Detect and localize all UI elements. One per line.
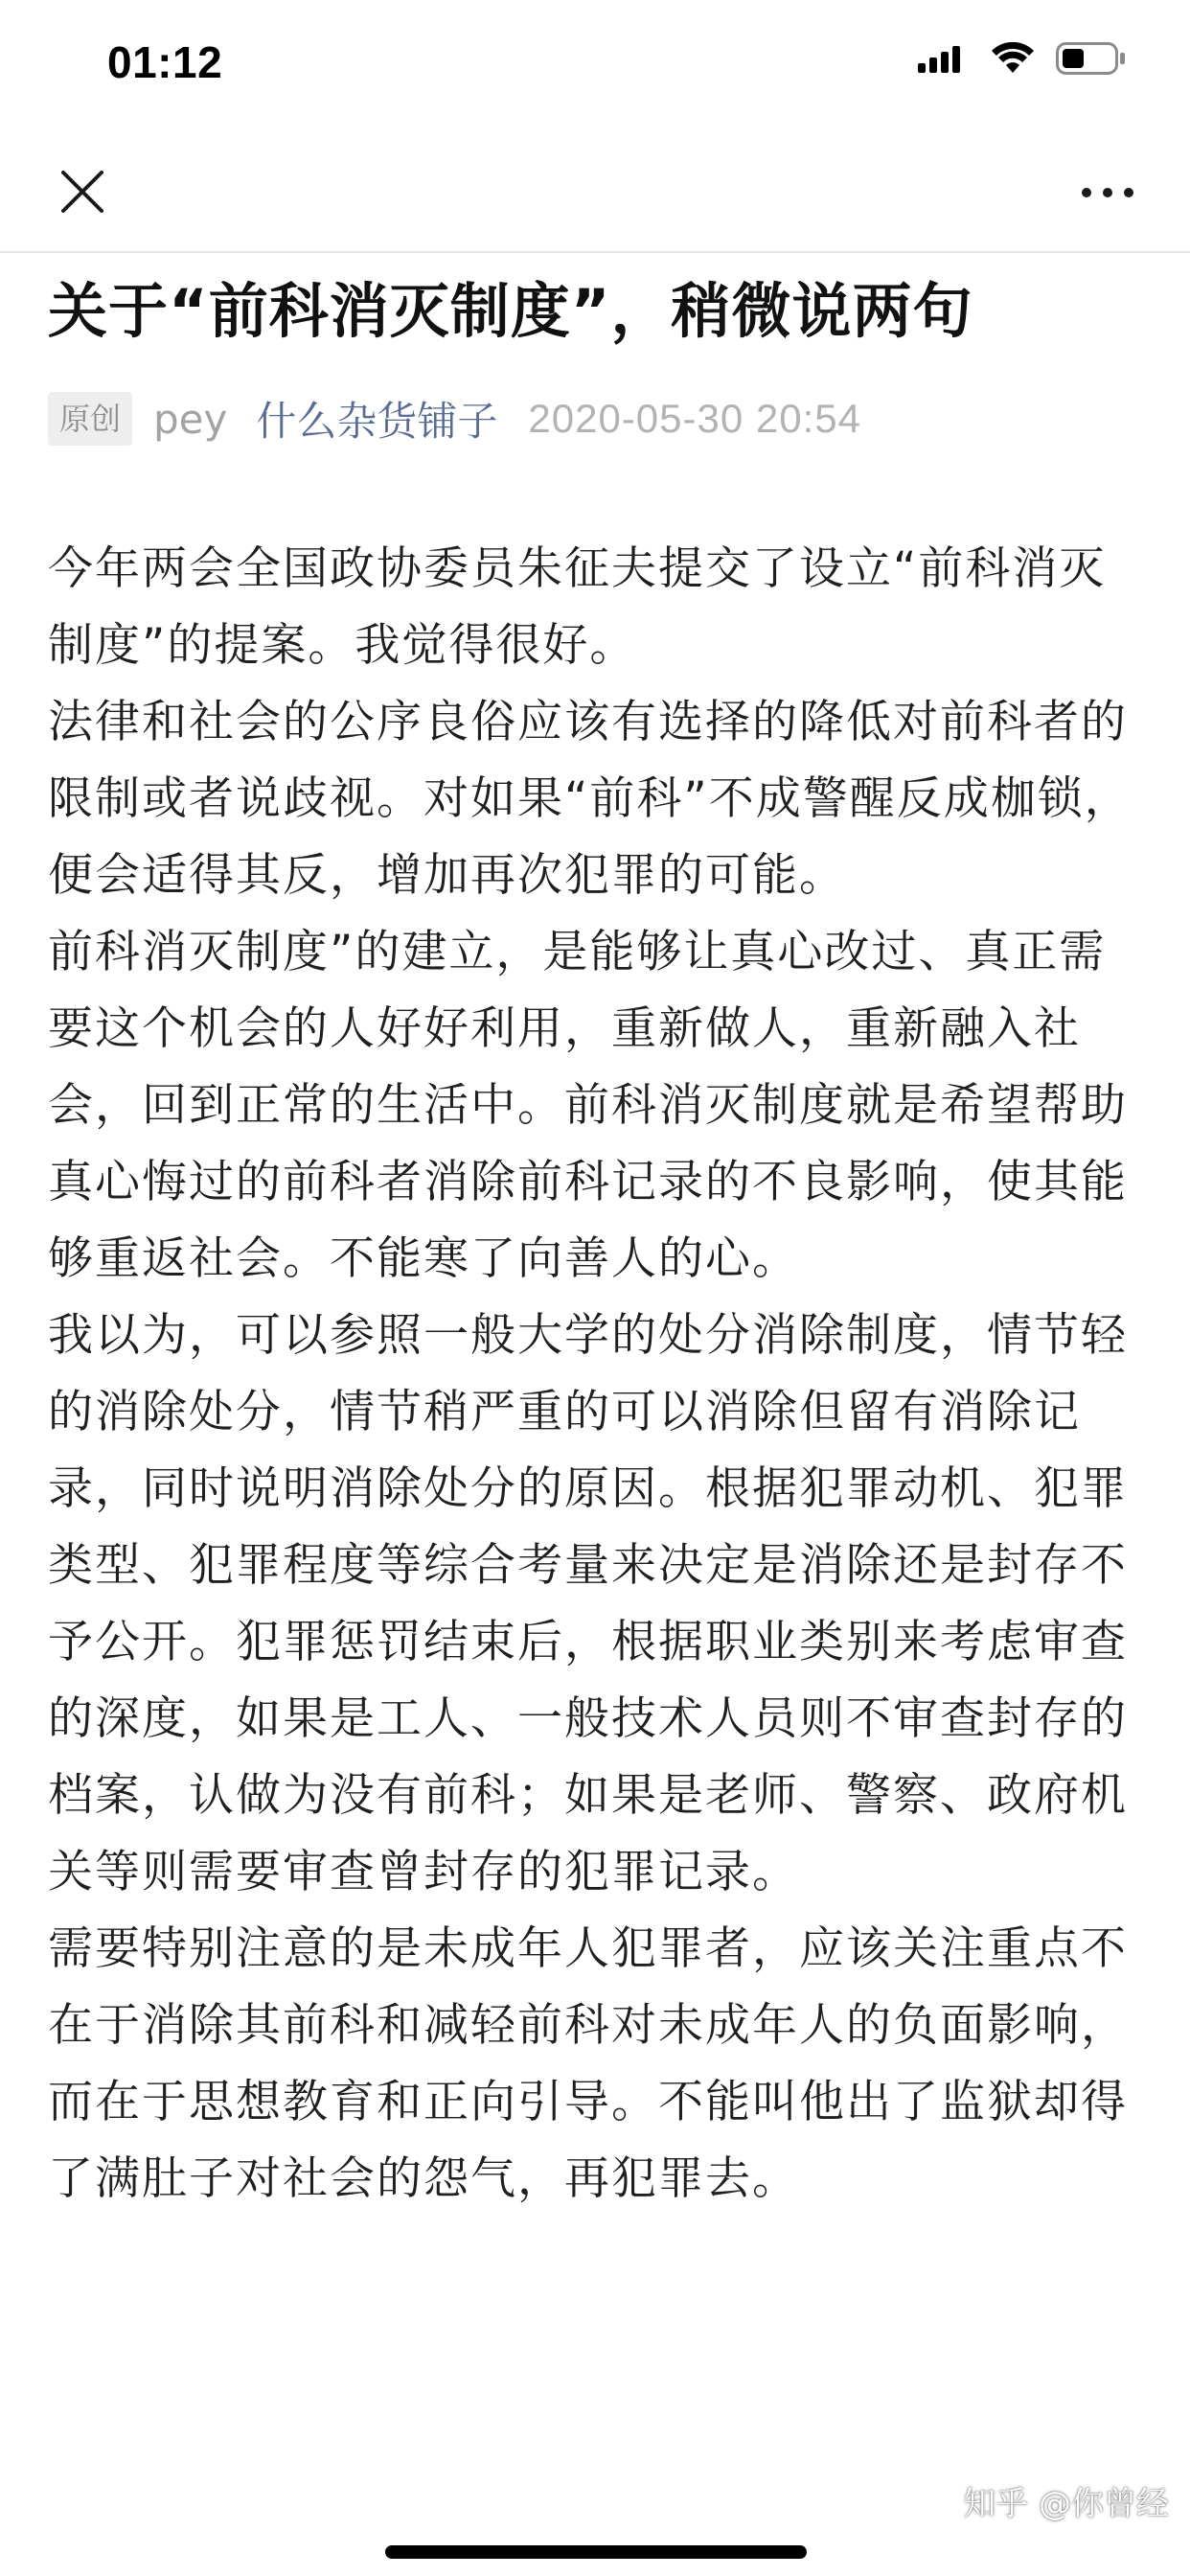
more-dots-icon [1081, 185, 1134, 203]
paragraph: 前科消灭制度”的建立，是能够让真心改过、真正需要这个机会的人好好利用，重新做人，重新融入社会，回到正常的生活中。前科消灭制度就是希望帮助真心悔过的前科者消除前科记录的不良影响，使其能够重返社会。不能寒了向善人的心。 [48, 926, 1128, 1285]
close-icon [59, 169, 105, 218]
paragraph: 今年两会全国政协委员朱征夫提交了设立“前科消灭制度”的提案。我觉得很好。 [48, 542, 1107, 672]
original-badge: 原创 [48, 392, 132, 446]
wifi-icon [991, 42, 1035, 79]
author-name: pey [153, 395, 228, 443]
article [48, 268, 1142, 2218]
paragraph: 法律和社会的公序良俗应该有选择的降低对前科者的限制或者说歧视。对如果“前科”不成警醒反成枷锁，便会适得其反，增加再次犯罪的可能。 [48, 696, 1132, 902]
article-meta [48, 389, 1142, 448]
more-button[interactable] [1071, 163, 1144, 224]
nav-bar [0, 134, 1190, 253]
close-button[interactable] [52, 163, 113, 224]
status-icons [918, 42, 1127, 79]
article-body [48, 531, 1142, 2218]
publish-date: 2020-05-30 20:54 [528, 396, 862, 441]
cellular-signal-icon [918, 44, 970, 77]
watermark: 知乎 @你曾经 [963, 2485, 1169, 2523]
article-title: 关于“前科消灭制度”，稍微说两句 [48, 276, 973, 346]
paragraph: 我以为，可以参照一般大学的处分消除制度，情节轻的消除处分，情节稍严重的可以消除但留有消除记录，同时说明消除处分的原因。根据犯罪动机、犯罪类型、犯罪程度等综合考量来决定是消除还是封存不予公开。犯罪惩罚结束后，根据职业类别来考虑审查的深度，如果是工人、一般技术人员则不审查封存的档案，认做为没有前科；如果是老师、警察、政府机关等则需要审查曾封存的犯罪记录。 [48, 1309, 1128, 1898]
home-indicator [385, 2545, 807, 2559]
battery-icon [1056, 42, 1127, 79]
status-time: 01:12 [107, 37, 223, 87]
status-bar [0, 0, 1190, 134]
account-link[interactable]: 什么杂货铺子 [256, 398, 498, 445]
paragraph: 需要特别注意的是未成年人犯罪者，应该关注重点不在于消除其前科和减轻前科对未成年人的负面影响，而在于思想教育和正向引导。不能叫他出了监狱却得了满肚子对社会的怨气，再犯罪去。 [48, 1922, 1128, 2205]
